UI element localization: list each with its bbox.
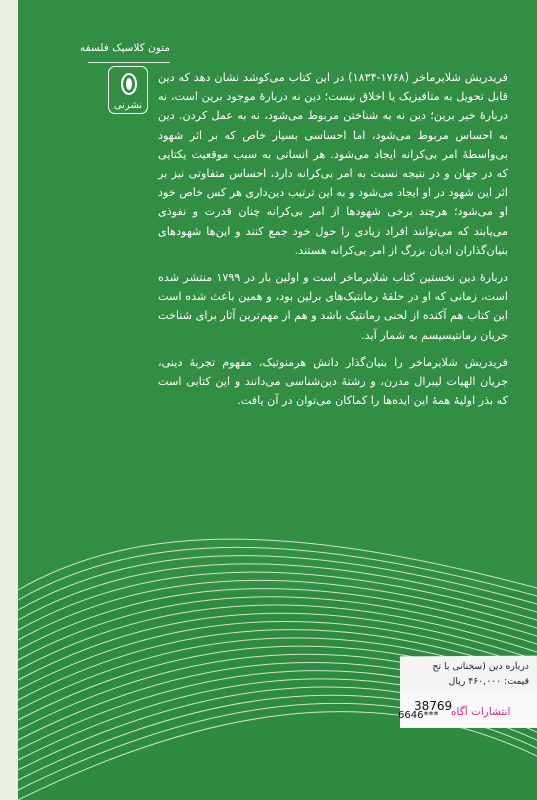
sticker-price: قیمت: ۴۶۰,۰۰۰ ریال xyxy=(448,675,530,688)
description-paragraph-2: دربارهٔ دین نخستین کتاب شلایرماخر است و اولین بار در ۱۷۹۹ منتشر شده است، زمانی که او در حلقهٔ رمانتیک‌های برلین بود، و همین باعث شده است این کتاب هم آکنده از لحنی رمانتیک باشد و هم از مهم‌ترین آثار برای شناخت جریان رمانتیسیسم به شمار آید. xyxy=(158,271,508,342)
publisher-stamp: انتشارات آگاه xyxy=(451,706,511,718)
description-paragraph-3: فریدریش شلایرماخر را بنیان‌گذار دانش هرمنوتیک، مفهوم تجربهٔ دینی، جریان الهیات لیبرال مدرن، و رشتهٔ دین‌شناسی می‌دانند و این کتابی است که بذر اولیهٔ همهٔ این ایده‌ها را کماکان می‌توان در آن یافت. xyxy=(158,355,508,408)
inventory-code: 38769 xyxy=(414,699,453,713)
description-paragraph-1: فریدریش شلایرماخر (۱۷۶۸-۱۸۳۴) در این کتاب می‌کوشد نشان دهد که دین قابل تحویل به متافیزیک یا اخلاق نیست؛ دین نه دربارهٔ موجود برین است، نه دربارهٔ خیر برین؛ دین نه به شناختن مربوط می‌شود، نه به عمل کردن. دین به احساس مربوط می‌شود، اما احساسی بسیار خاص که بر اثر شهود بی‌واسطهٔ امر بی‌کرانه ایجاد می‌شود. هر انسانی به سبب موقعیت یکتایی که در جهان و در نتیجه نسبت به امر بی‌کرانه دارد، احساس متفاوتی نیز بر اثر این شهود در او ایجاد می‌شود و به این ترتیب دین‌داری هر کس خاص خود او می‌شود؛ هرچند برخی شهودها از امر بی‌کرانه چنان قدرت و نفوذی می‌یابند که می‌توانند افراد زیادی را حول خود جمع کنند و این‌ها شهودهای بنیان‌گذاران ادیان بزرگ از امر بی‌کرانه هستند. xyxy=(157,71,508,257)
series-title: متون کلاسیک فلسفه xyxy=(79,42,170,54)
back-cover-description xyxy=(158,68,508,418)
barcode-sticker xyxy=(400,692,537,728)
publisher-logo-icon xyxy=(111,71,147,99)
series-divider xyxy=(88,62,170,63)
publisher-name: نشرنی xyxy=(113,100,143,111)
sticker-book-title: درباره دین (سخنانی با تح xyxy=(432,660,529,673)
barcode-number: 6646*** xyxy=(398,710,439,721)
publisher-logo xyxy=(108,66,148,114)
